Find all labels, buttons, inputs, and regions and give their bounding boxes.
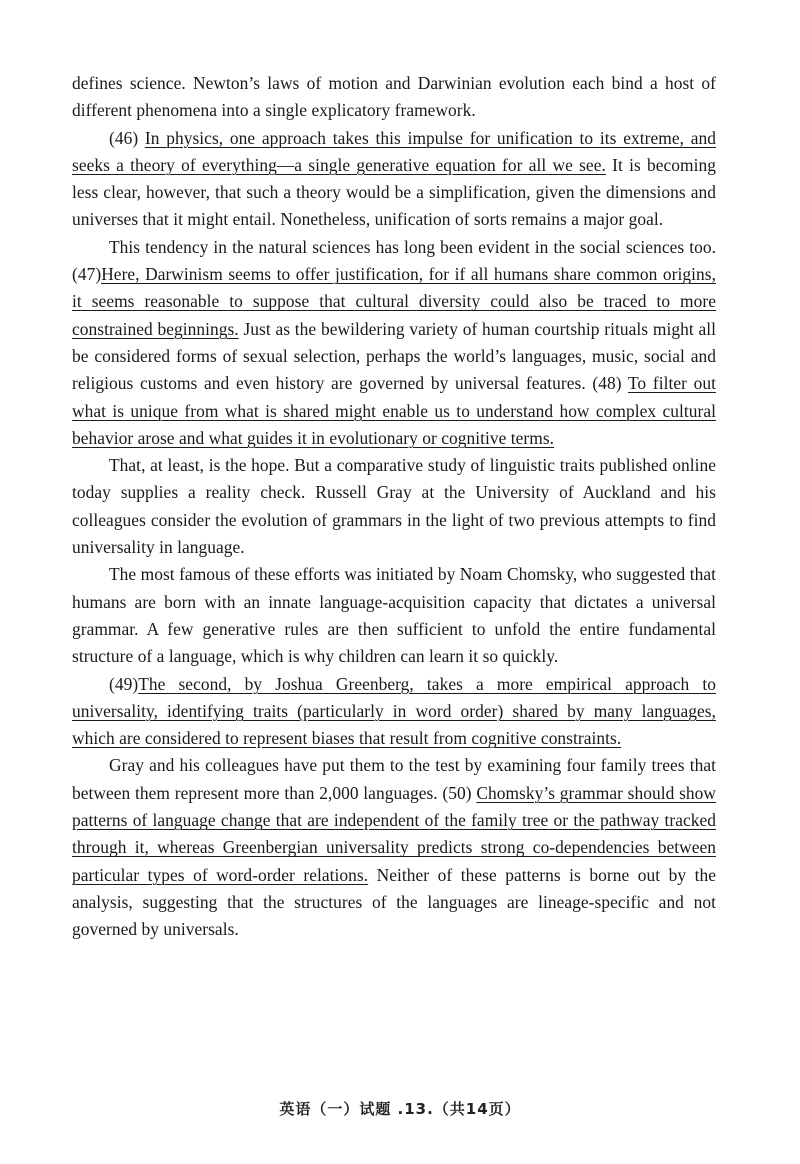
text-segment: defines science. Newton’s laws of motion and Darwinian evolution each bind a host of different phenomena into a single explicatory framework. — [72, 73, 716, 121]
paragraph-7 — [72, 752, 716, 943]
text-segment: Gray and his colleagues have put them to the test by examining four family trees that between them represent more than 2,000 languages. (50) — [72, 755, 716, 803]
page-footer: 英语（一）试题 .13.（共14页） — [279, 1100, 521, 1118]
paragraph-3 — [72, 234, 716, 452]
underlined-translation-sentence: Chomsky’s grammar should show patterns of language change that are independent of the family tree or the pathway tracked through it, whereas Greenbergian universality predicts strong co-dependencies between particular types of word-order relations. — [72, 782, 716, 885]
passage-body — [72, 70, 716, 944]
text-segment: The most famous of these efforts was initiated by Noam Chomsky, who suggested that humans are born with an innate language-acquisition capacity that dictates a universal grammar. A few generative rules are then sufficient to unfold the entire fundamental structure of a language, which is why children can learn it so quickly. — [72, 564, 716, 667]
text-segment: This tendency in the natural sciences has long been evident in the social sciences too. (47) — [72, 236, 716, 285]
paragraph-6 — [72, 671, 716, 753]
text-segment: That, at least, is the hope. But a comparative study of linguistic traits published online today supplies a reality check. Russell Gray at the University of Auckland and his colleagues consider the evolution of grammars in the light of two previous attempts to find universality in language. — [72, 455, 716, 558]
text-segment: (46) — [109, 127, 145, 148]
text-segment: Neither of these patterns is borne out by the analysis, suggesting that the structures of the languages are lineage-specific and not governed by universals. — [72, 864, 716, 940]
underlined-translation-sentence: To filter out what is unique from what is shared might enable us to understand how complex cultural behavior arose and what guides it in evolutionary or cognitive terms. — [72, 373, 717, 448]
paragraph-1 — [72, 70, 716, 125]
paragraph-5 — [72, 561, 716, 670]
underlined-translation-sentence: Here, Darwinism seems to offer justification, for if all humans share common origins, it seems reasonable to suppose that cultural diversity could also be traced to more constrained beginnings. — [72, 264, 716, 339]
paragraph-2 — [72, 125, 716, 234]
text-segment: (49) — [109, 673, 139, 694]
paragraph-4 — [72, 452, 716, 561]
text-segment: Just as the bewildering variety of human courtship rituals might all be considered forms of sexual selection, perhaps the world’s languages, music, social and religious customs and even history are governed by universal features. (48) — [72, 318, 716, 394]
text-segment: It is becoming less clear, however, that such a theory would be a simplification, given the dimensions and universes that it might entail. Nonetheless, unification of sorts remains a major goal. — [72, 154, 716, 230]
underlined-translation-sentence: The second, by Joshua Greenberg, takes a more empirical approach to universality, identifying traits (particularly in word order) shared by many languages, which are considered to represent biases that result from cognitive constraints. — [72, 673, 716, 749]
underlined-translation-sentence: In physics, one approach takes this impulse for unification to its extreme, and seeks a theory of everything—a single generative equation for all we see. — [72, 127, 716, 175]
